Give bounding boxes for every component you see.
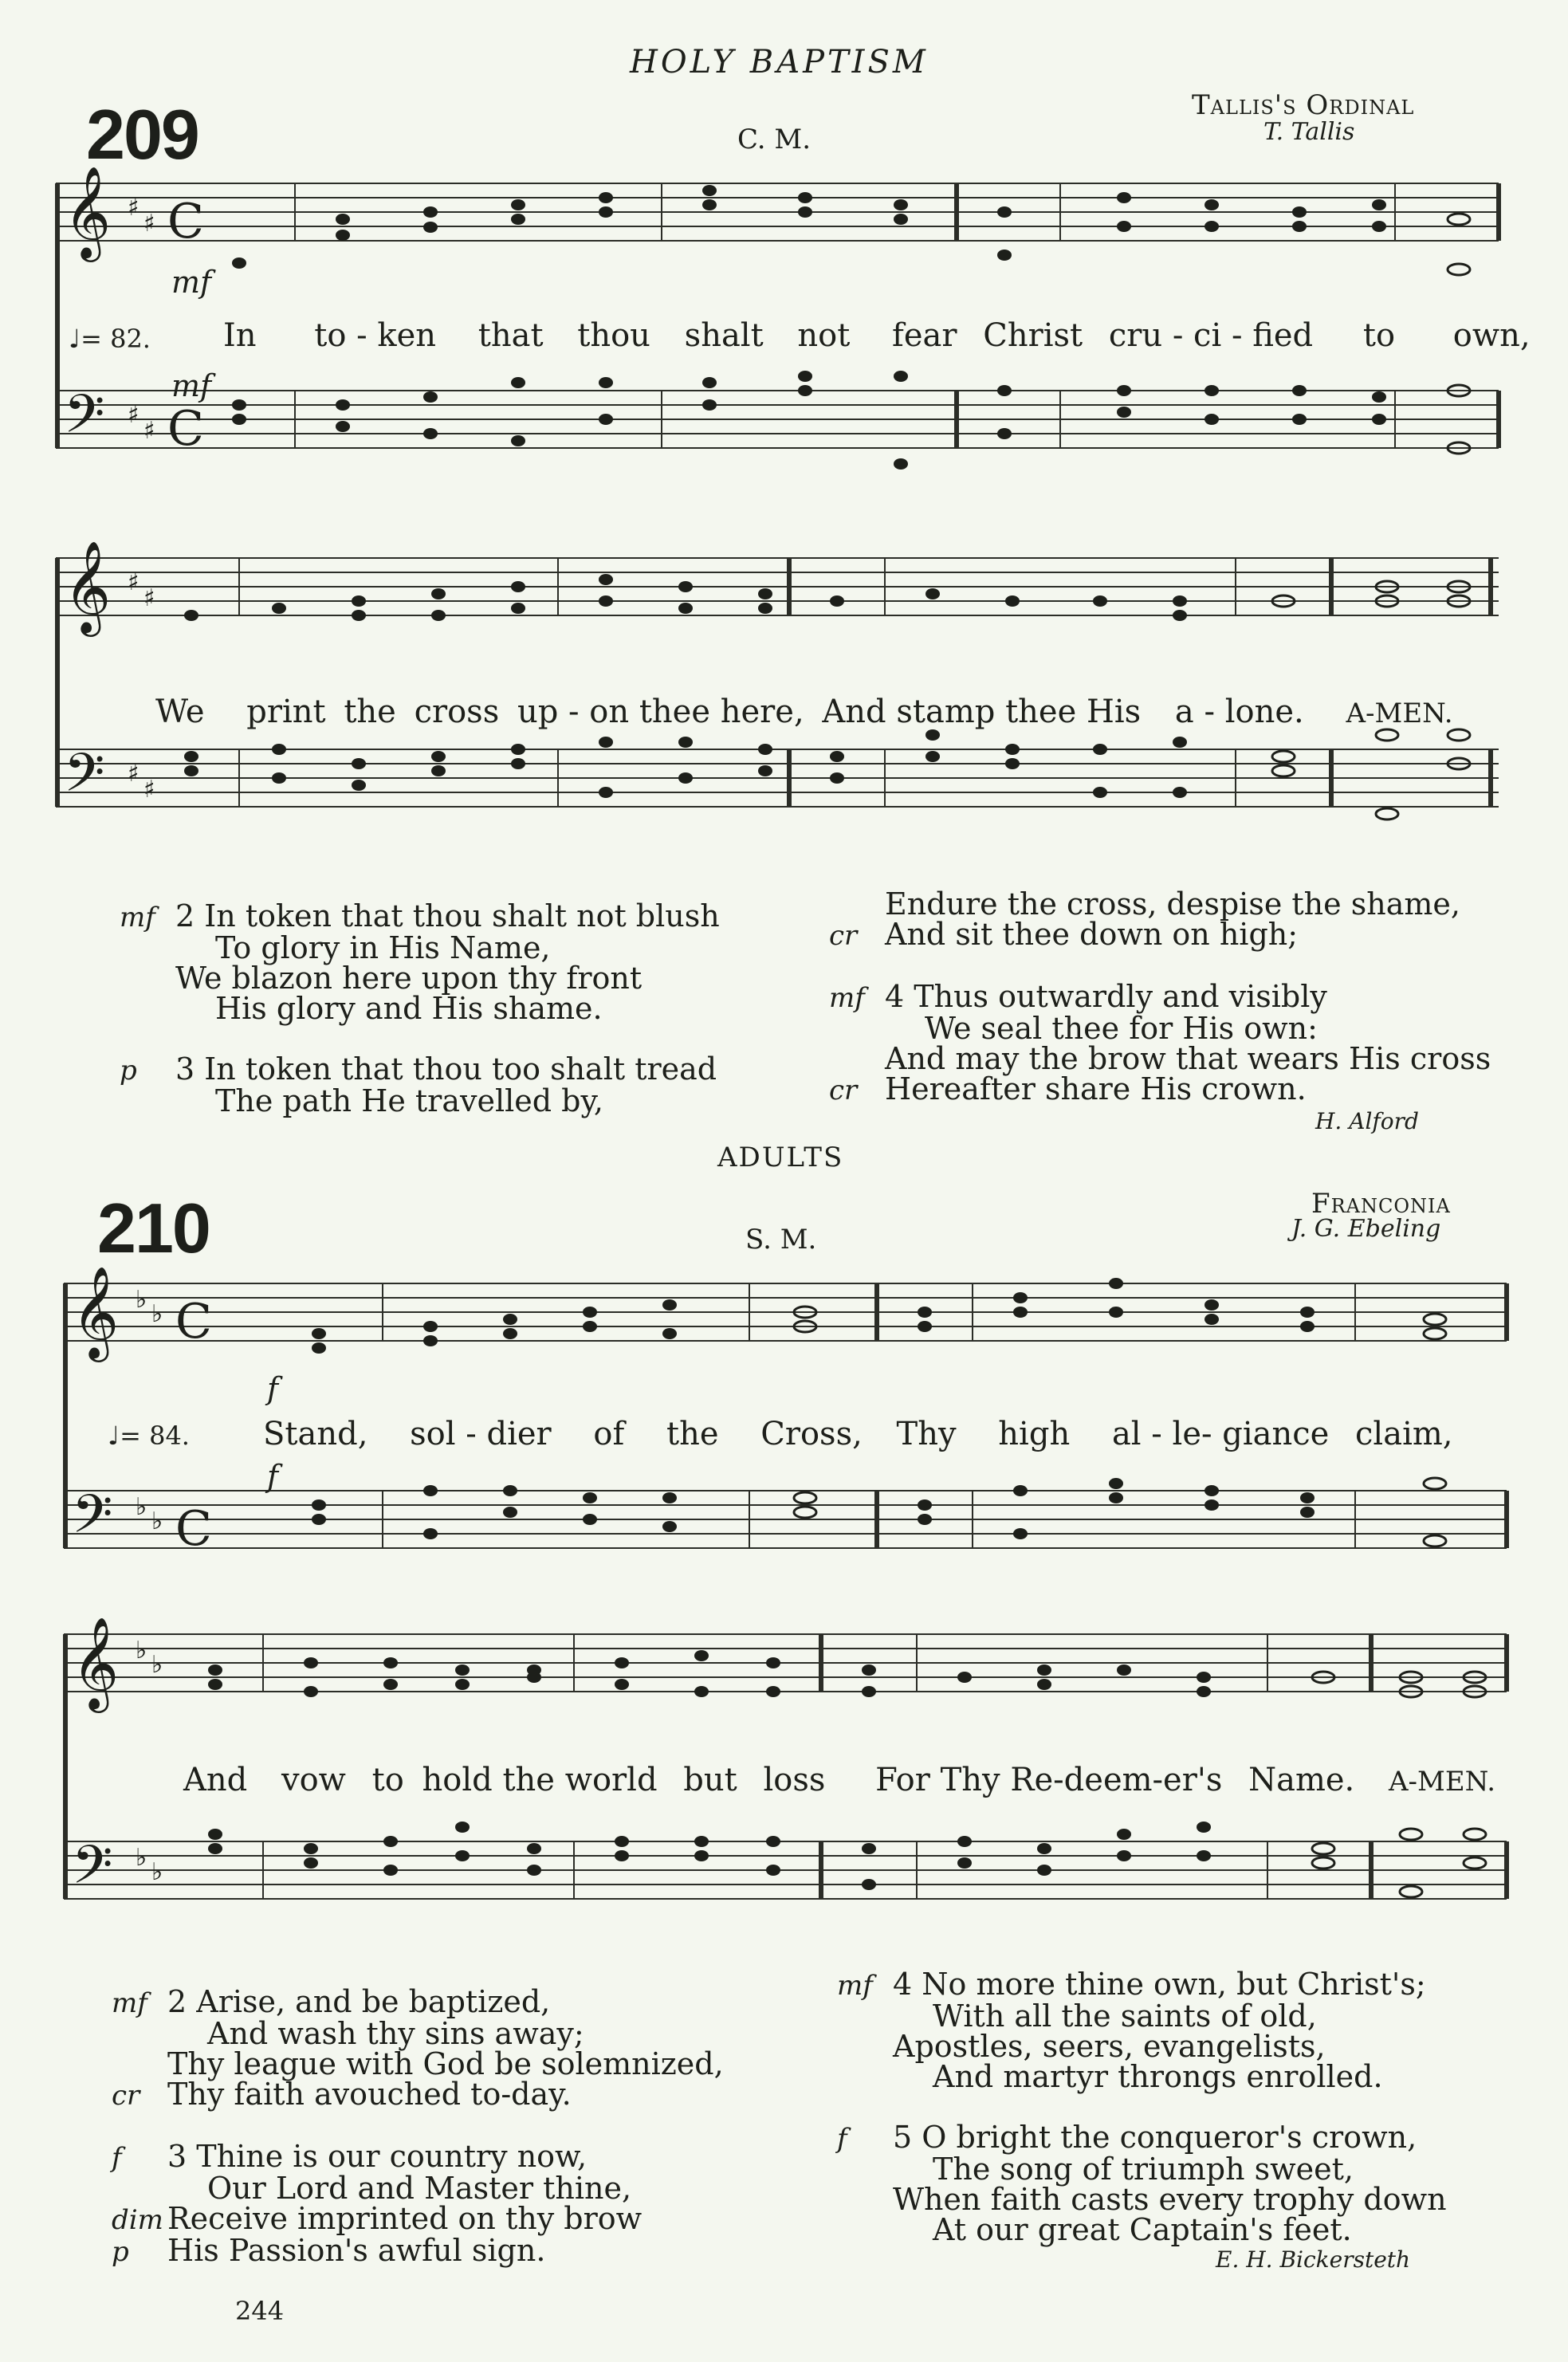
dynamic-f-bass-210: f xyxy=(267,1459,279,1494)
section-heading-adults: ADULTS xyxy=(717,1142,844,1173)
lyrics-209-line2: We print the cross up - on thee here, And stamp thee His a - lone. A-MEN. xyxy=(155,694,1453,730)
svg-text:C: C xyxy=(167,401,204,457)
svg-text:𝄢: 𝄢 xyxy=(72,1484,113,1558)
svg-text:♭: ♭ xyxy=(151,1300,163,1328)
hymn-number-210: 210 xyxy=(97,1189,210,1267)
lyrics-209-line1: In to - ken that thou shalt not fear Christ cru - ci - fied to own, xyxy=(223,317,1531,354)
svg-text:C: C xyxy=(175,1294,212,1350)
svg-text:♯: ♯ xyxy=(128,194,140,222)
tune-name-209: Tallis's Ordinal xyxy=(1192,89,1415,121)
dynamic-mf-treble-209: mf xyxy=(171,265,212,300)
svg-text:♭: ♭ xyxy=(151,1858,163,1886)
author-209: H. Alford xyxy=(1315,1108,1419,1134)
svg-text:♯: ♯ xyxy=(143,210,155,238)
tempo-209: ♩= 82. xyxy=(69,324,151,354)
svg-text:♯: ♯ xyxy=(128,760,140,788)
meter-209: C. M. xyxy=(737,124,812,155)
svg-text:C: C xyxy=(175,1501,212,1557)
svg-text:♯: ♯ xyxy=(128,568,140,596)
svg-text:♭: ♭ xyxy=(136,1286,147,1314)
tempo-210: ♩= 84. xyxy=(108,1421,190,1451)
bass-clef-icon: 𝄢 xyxy=(64,383,105,458)
author-210: E. H. Bickersteth xyxy=(1216,2246,1411,2273)
svg-text:C: C xyxy=(167,194,204,250)
composer-210: J. G. Ebeling xyxy=(1291,1215,1441,1243)
meter-210: S. M. xyxy=(745,1224,817,1256)
verses-210-left: mf 2 Arise, and be baptized, And wash thy sins away; Thy league with God be solemnized, cr Thy faith avouched to-day. f 3 Thine is our country now, Our Lord and Master thine, dim Receive imprinted on thy brow p His Passion's awful sign. xyxy=(112,1984,724,2268)
svg-text:♭: ♭ xyxy=(136,1493,147,1521)
svg-text:♯: ♯ xyxy=(143,417,155,445)
svg-text:♭: ♭ xyxy=(136,1637,147,1664)
page-number: 244 xyxy=(235,2296,285,2326)
section-title: HOLY BAPTISM xyxy=(630,44,929,81)
dynamic-mf-bass-209: mf xyxy=(171,368,212,403)
svg-text:𝄞: 𝄞 xyxy=(72,1265,120,1358)
verses-209-left: mf 2 In token that thou shalt not blush To glory in His Name, We blazon here upon thy front His glory and His shame. p 3 In token that thou too shalt tread The path He travelled by, xyxy=(120,898,720,1118)
svg-text:♯: ♯ xyxy=(128,401,140,429)
treble-staff-209-1 xyxy=(56,183,1499,241)
bass-staff-209-1 xyxy=(56,391,1499,448)
treble-clef-icon: 𝄞 xyxy=(64,165,112,258)
svg-text:𝄞: 𝄞 xyxy=(64,540,112,633)
svg-text:♯: ♯ xyxy=(143,584,155,612)
lyrics-210-line2: And vow to hold the world but loss For Thy Re-deem-er's Name. A-MEN. xyxy=(183,1762,1496,1798)
composer-209: T. Tallis xyxy=(1263,118,1355,146)
svg-text:♭: ♭ xyxy=(136,1844,147,1872)
dynamic-f-treble-210: f xyxy=(267,1371,279,1406)
quarter-note-icon: ♩ xyxy=(108,1421,120,1451)
svg-text:𝄢: 𝄢 xyxy=(72,1834,113,1908)
lyrics-210-line1: Stand, sol - dier of the Cross, Thy high al - le- giance claim, xyxy=(263,1416,1453,1452)
verses-210-right: mf 4 No more thine own, but Christ's; With all the saints of old, Apostles, seers, evangelists, And martyr throngs enrolled. f 5 O bright the conqueror's crown, The song of triumph sweet, When faith casts every trophy down At our great Captain's feet. xyxy=(837,1967,1447,2247)
svg-text:♭: ♭ xyxy=(151,1651,163,1679)
verses-209-right: Endure the cross, despise the shame, cr And sit thee down on high; mf 4 Thus outwardly and visibly We seal thee for His own: And may the brow that wears His cross cr Hereafter share His crown. xyxy=(829,886,1491,1106)
svg-text:𝄞: 𝄞 xyxy=(72,1616,120,1709)
hymn-number-209: 209 xyxy=(86,95,198,174)
svg-text:𝄢: 𝄢 xyxy=(64,742,105,816)
tune-name-210: Franconia xyxy=(1311,1188,1451,1220)
svg-text:♭: ♭ xyxy=(151,1507,163,1535)
svg-text:♯: ♯ xyxy=(143,776,155,804)
quarter-note-icon: ♩ xyxy=(69,324,81,354)
